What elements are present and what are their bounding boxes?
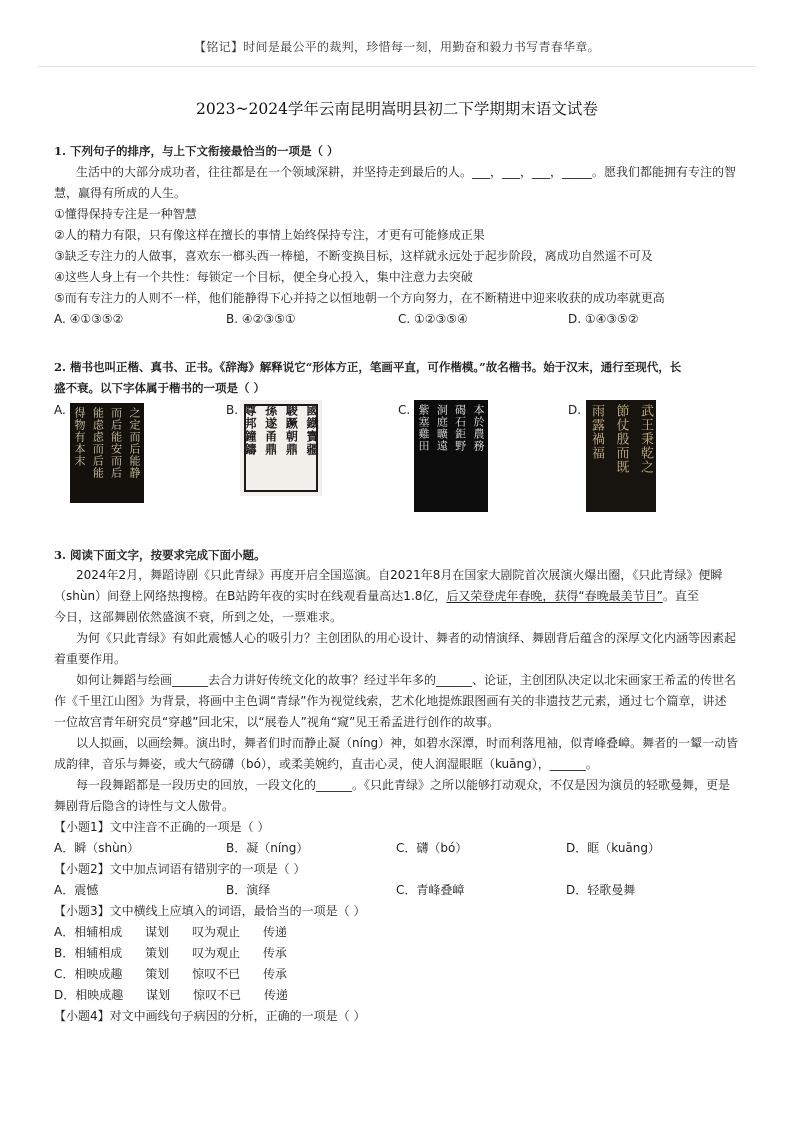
sub2-option-d[interactable]: D．轻歌曼舞	[566, 883, 636, 897]
q1-passage-line-2: 慧，赢得有所成的人生。	[54, 186, 187, 200]
q3-subquestion-3: 【小题3】文中横线上应填入的词语，最恰当的一项是（ ）	[54, 904, 366, 918]
image-a-column: 之定而后能静	[127, 407, 141, 479]
image-a-column: 而后能安而后	[109, 407, 123, 479]
exam-title: 2023~2024学年云南昆明嵩明县初二下学期期末语文试卷	[196, 100, 598, 118]
sub3-option-c[interactable]: C．相映成趣 策划 惊叹不已 传承	[54, 967, 288, 981]
q3-paragraph-2-line-1: 为何《只此青绿》有如此震憾人心的吸引力？主创团队的用心设计、舞者的动情演绎、舞剧背后蕴含的深厚文化内涵等因素起	[76, 631, 737, 645]
q3-underlined-sentence: 后又荣登虎年春晚，获得“春晚最美节目”	[446, 589, 663, 603]
q3-paragraph-1-line-1: 2024年2月，舞蹈诗剧《只此青绿》再度开启全国巡演。自2021年8月在国家大剧院首次展演火爆出圈，《只此青绿》便瞬	[76, 568, 723, 582]
sub3-option-d[interactable]: D．相映成趣 谋划 惊叹不已 传递	[54, 988, 288, 1002]
sub2-option-a[interactable]: A．震憾	[54, 883, 99, 897]
q3-paragraph-4-line-1: 以人拟画，以画绘舞。演出时，舞者们时而静止凝（níng）神，如碧水深潭，时而利落甩袖，似青峰叠嶂。舞者的一颦一动皆	[76, 736, 739, 750]
sub3-option-b[interactable]: B．相辅相成 策划 叹为观止 传承	[54, 946, 287, 960]
q1-option-a[interactable]: A. ④①③⑤②	[54, 312, 124, 326]
q3-stem: 3. 阅读下面文字，按要求完成下面小题。	[54, 548, 266, 562]
q3-paragraph-3-line-3: 一位故宫青年研究员“穿越”回北宋，以“展卷人”视角“窥”见王希孟进行创作的故事。	[54, 715, 500, 729]
q1-sentence-5: ⑤而有专注力的人则不一样，他们能静得下心并持之以恒地朝一个方向努力，在不断精进中迎来收获的成功率就更高	[54, 291, 665, 305]
image-c-column: 本於農務	[471, 404, 485, 452]
q3-subquestion-2: 【小题2】文中加点词语有错别字的一项是（ ）	[54, 862, 306, 876]
q2-stem-line-1: 2. 楷书也叫正楷、真书、正书。《辞海》解释说它“形体方正，笔画平直，可作楷模。”故名楷书。始于汉末，通行至现代，长	[54, 360, 682, 374]
q1-stem: 1. 下列句子的排序，与上下文衔接最恰当的一项是（ ）	[54, 144, 339, 158]
q2-stem-line-2: 盛不衰。以下字体属于楷书的一项是（ ）	[54, 381, 266, 395]
q1-passage-line-1: 生活中的大部分成功者，往往都是在一个领域深耕，并坚持走到最后的人。___，___，___，_____。愿我们都能拥有专注的智	[76, 165, 737, 179]
q1-sentence-1: ①懂得保持专注是一种智慧	[54, 207, 197, 221]
image-d-column: 雨露禍福	[589, 404, 604, 460]
sub1-option-c[interactable]: C．礴（bó）	[396, 841, 468, 855]
q3-subquestion-4: 【小题4】对文中画线句子病因的分析，正确的一项是（ ）	[54, 1009, 366, 1023]
q2-label-c[interactable]: C.	[398, 403, 411, 417]
image-b-column: 孫遂甬鼎	[263, 404, 278, 456]
image-a-column: 能虑虑而后能	[91, 407, 105, 479]
q1-option-d[interactable]: D. ①④③⑤②	[568, 312, 639, 326]
q3-paragraph-3-line-1: 如何让舞蹈与绘画______去合力讲好传统文化的故事？经过半年多的______、论证，主创团队决定以北宋画家王希孟的传世名	[76, 673, 737, 687]
image-c-column: 碣石鉅野	[453, 404, 467, 452]
sub1-option-a[interactable]: A．瞬（shùn）	[54, 841, 140, 855]
q2-calligraphy-image-a[interactable]	[70, 403, 144, 503]
q1-sentence-4: ④这些人身上有一个共性：每锁定一个目标，便全身心投入，集中注意力去突破	[54, 270, 473, 284]
q2-label-d[interactable]: D.	[568, 403, 582, 417]
q3-paragraph-1-line-2	[54, 588, 699, 604]
image-c-column: 洞庭曠遠	[435, 404, 449, 452]
header-motto: 【铭记】时间是最公平的裁判，珍惜每一刻，用勤奋和毅力书写青春华章。	[194, 40, 600, 54]
header-divider	[38, 66, 756, 67]
q3-paragraph-5-line-2: 舞剧背后隐含的诗性与文人傲骨。	[54, 799, 235, 813]
image-c-column: 紫塞雞田	[417, 404, 430, 452]
image-d-column: 節仗殷而既	[613, 404, 629, 474]
image-a-column: 得物有本末	[73, 407, 86, 467]
q3-paragraph-2-line-2: 着重要作用。	[54, 652, 127, 666]
q1-sentence-2: ②人的精力有限，只有像这样在擅长的事情上始终保持专注，才更有可能修成正果	[54, 228, 485, 242]
q3-paragraph-1-line-3: 今日，这部舞剧依然盛演不衰，所到之处，一票难求。	[54, 610, 343, 624]
q2-label-b[interactable]: B.	[226, 403, 239, 417]
q1-option-c[interactable]: C. ①②③⑤④	[398, 312, 468, 326]
q3-paragraph-4-line-2: 成韵律，音乐与舞姿，或大气磅礴（bó），或柔美婉约，直击心灵，使人润湿眼眶（kuāng），______。	[54, 757, 598, 771]
sub1-option-d[interactable]: D．眶（kuāng）	[566, 841, 661, 855]
q2-label-a[interactable]: A.	[54, 403, 66, 417]
q1-sentence-3: ③缺乏专注力的人做事，喜欢东一榔头西一棒槌，不断变换目标，这样就永远处于起步阶段，离成功自然遥不可及	[54, 249, 653, 263]
q3-p1-text-end: 。直至	[662, 589, 699, 603]
q1-option-b[interactable]: B. ④②③⑤①	[226, 312, 296, 326]
q2-calligraphy-image-c[interactable]	[414, 400, 488, 512]
sub1-option-b[interactable]: B．凝（níng）	[226, 841, 309, 855]
q2-calligraphy-image-b[interactable]	[240, 400, 322, 496]
q3-subquestion-1: 【小题1】文中注音不正确的一项是（ ）	[54, 820, 270, 834]
image-b-column: 駿蹶朝鼎	[284, 404, 299, 456]
q3-paragraph-3-line-2: 作《千里江山图》为背景，将画中主色调“青绿”作为视觉线索，艺术化地提炼跟图画有关的非遗技艺元素，通过七个篇章，讲述	[54, 694, 727, 708]
q3-p1-text: （shùn）间登上网络热搜榜。在B站跨年夜的实时在线观看量高达1.8亿，	[54, 589, 447, 603]
image-d-column: 武王秉乾之	[638, 404, 653, 474]
sub3-option-a[interactable]: A．相辅相成 谋划 叹为观止 传递	[54, 925, 287, 939]
image-b-column: 國鐡寶疆	[304, 404, 319, 456]
sub2-option-b[interactable]: B．演绎	[226, 883, 271, 897]
sub2-option-c[interactable]: C．青峰叠嶂	[396, 883, 465, 897]
q2-calligraphy-image-d[interactable]	[586, 400, 656, 512]
image-b-column: 尊邦鐘鑄	[243, 404, 257, 456]
q3-paragraph-5-line-1: 每一段舞蹈都是一段历史的回放，一段文化的______。《只此青绿》之所以能够打动观众，不仅是因为演员的轻歌曼舞，更是	[76, 778, 731, 792]
